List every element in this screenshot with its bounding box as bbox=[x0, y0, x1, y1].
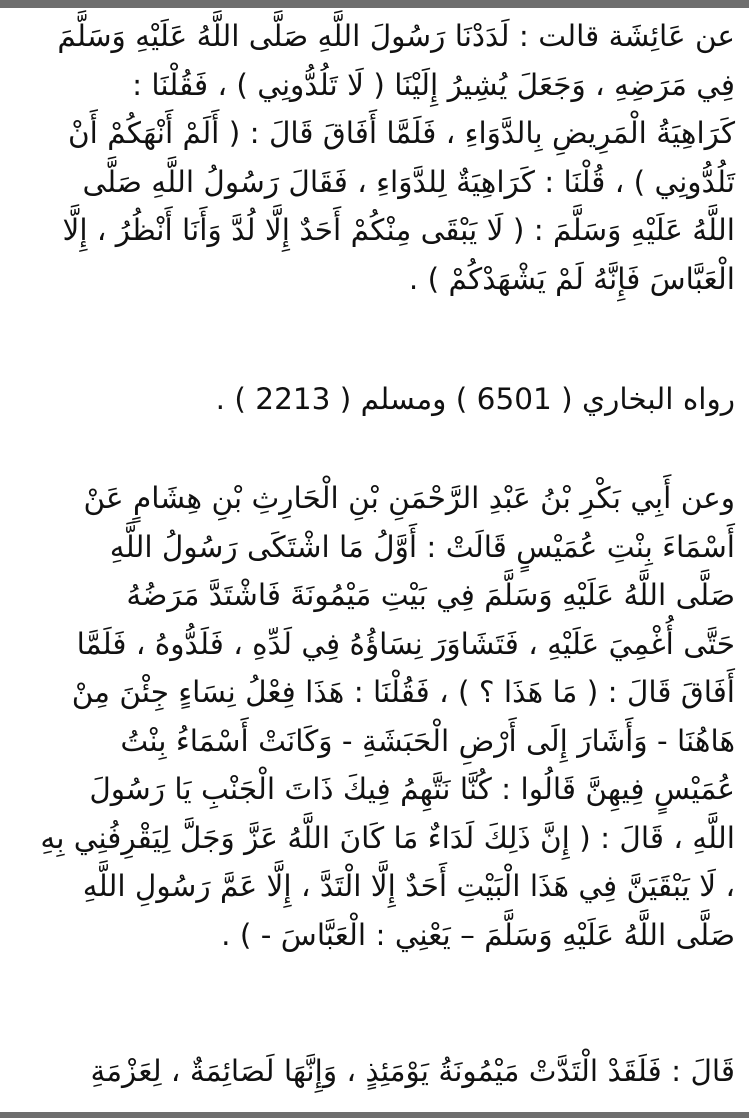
hadith-paragraph-asma bbox=[14, 474, 735, 959]
text-line: عن عَائِشَة قالت : لَدَدْنَا رَسُولَ اللَّهِ صَلَّى اللَّهُ عَلَيْهِ وَسَلَّمَ bbox=[57, 19, 735, 53]
text-line: تَلُدُّونِي ) ، قُلْنَا : كَرَاهِيَةٌ لِلدَّوَاءِ ، فَقَالَ رَسُولُ اللَّهِ صَلَّى bbox=[82, 164, 735, 199]
text-line: اللَّهِ ، قَالَ : ( إِنَّ ذَلِكَ لَدَاءٌ مَا كَانَ اللَّهُ عَزَّ وَجَلَّ لِيَقْرِفُنِي بِهِ bbox=[40, 820, 735, 855]
text-line: فِي مَرَضِهِ ، وَجَعَلَ يُشِيرُ إِلَيْنَا ( لَا تَلُدُّونِي ) ، فَقُلْنَا : bbox=[132, 67, 735, 102]
text-line: صَلَّى اللَّهُ عَلَيْهِ وَسَلَّمَ فِي بَيْتِ مَيْمُونَةَ فَاشْتَدَّ مَرَضُهُ bbox=[126, 578, 735, 612]
citation-paragraph bbox=[14, 375, 735, 424]
text-line: وعن أَبِي بَكْرِ بْنُ عَبْدِ الرَّحْمَنِ بْنِ الْحَارِثِ بْنِ هِشَامٍ عَنْ bbox=[83, 481, 735, 515]
top-divider bbox=[0, 0, 749, 8]
text-line: كَرَاهِيَةُ الْمَرِيضِ بِالدَّوَاءِ ، فَلَمَّا أَفَاقَ قَالَ : ( أَلَمْ أَنْهَكُمْ أَنْ bbox=[68, 116, 735, 150]
text-line: أَسْمَاءَ بِنْتِ عُمَيْسٍ قَالَتْ : أَوَّلُ مَا اشْتَكَى رَسُولُ اللَّهِ bbox=[109, 529, 735, 564]
hadith-paragraph-aisha bbox=[14, 12, 735, 303]
text-line: قَالَ : فَلَقَدْ الْتَدَّتْ مَيْمُونَةُ يَوْمَئِذٍ ، وَإِنَّهَا لَصَائِمَةٌ ، لِعَزْمَةِ bbox=[90, 1054, 735, 1088]
citation-line: رواه البخاري ( 6501 ) ومسلم ( 2213 ) . bbox=[215, 382, 735, 416]
text-line: عُمَيْسٍ فِيهِنَّ قَالُوا : كُنَّا نَتَّهِمُ فِيكَ ذَاتَ الْجَنْبِ يَا رَسُولَ bbox=[89, 772, 735, 806]
text-line: الْعَبَّاسَ فَإِنَّهُ لَمْ يَشْهَدْكُمْ ) . bbox=[408, 261, 735, 296]
text-line: أَفَاقَ قَالَ : ( مَا هَذَا ؟ ) ، فَقُلْنَا : هَذَا فِعْلُ نِسَاءٍ جِئْنَ مِنْ bbox=[71, 675, 735, 709]
bottom-divider bbox=[0, 1112, 749, 1118]
text-line: ، لَا يَبْقَيَنَّ فِي هَذَا الْبَيْتِ أَحَدٌ إِلَّا الْتَدَّ ، إِلَّا عَمَّ رَسُولِ اللَّهِ bbox=[82, 869, 735, 903]
text-line: هَاهُنَا - وَأَشَارَ إِلَى أَرْضِ الْحَبَشَةِ - وَكَانَتْ أَسْمَاءُ بِنْتُ bbox=[120, 723, 735, 758]
text-line: اللَّهُ عَلَيْهِ وَسَلَّمَ : ( لَا يَبْقَى مِنْكُمْ أَحَدٌ إِلَّا لُدَّ وَأَنَا أَنْظُرُ ، إِلَّا bbox=[62, 213, 735, 247]
closing-paragraph bbox=[14, 1047, 735, 1096]
text-line: حَتَّى أُغْمِيَ عَلَيْهِ ، فَتَشَاوَرَ نِسَاؤُهُ فِي لَدِّهِ ، فَلَدُّوهُ ، فَلَمَّا bbox=[76, 626, 735, 661]
text-line: صَلَّى اللَّهُ عَلَيْهِ وَسَلَّمَ – يَعْنِي : الْعَبَّاسَ - ) . bbox=[221, 917, 735, 952]
